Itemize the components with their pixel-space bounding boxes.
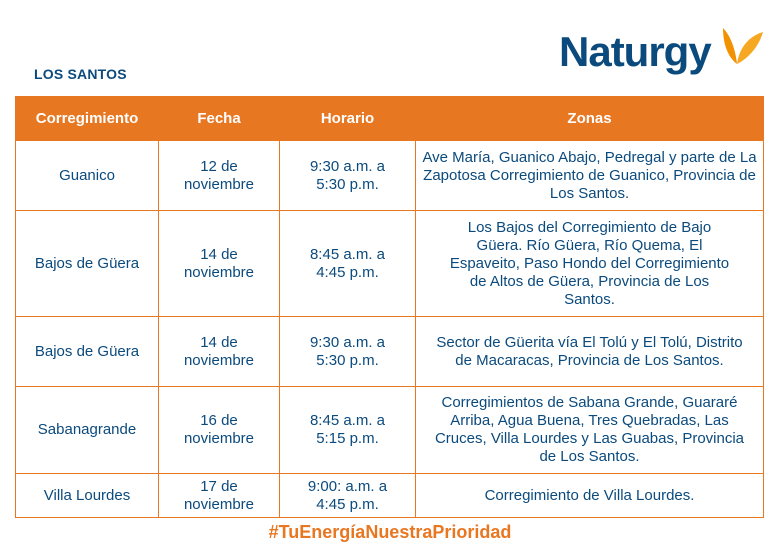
cell-corregimiento: Sabanagrande xyxy=(16,387,159,474)
cell-fecha: 12 de noviembre xyxy=(159,141,280,211)
table-row xyxy=(16,474,764,518)
cell-fecha: 14 de noviembre xyxy=(159,317,280,387)
cell-horario: 9:30 a.m. a 5:30 p.m. xyxy=(280,141,416,211)
cell-corregimiento: Bajos de Güera xyxy=(16,317,159,387)
cell-zonas: Sector de Güerita vía El Tolú y El Tolú, Distrito de Macaracas, Provincia de Los Santos. xyxy=(416,317,764,387)
header-fecha: Fecha xyxy=(159,97,280,141)
cell-horario: 8:45 a.m. a 5:15 p.m. xyxy=(280,387,416,474)
cell-corregimiento: Villa Lourdes xyxy=(16,474,159,518)
cell-fecha: 17 de noviembre xyxy=(159,474,280,518)
cell-fecha: 14 de noviembre xyxy=(159,211,280,317)
table-row xyxy=(16,317,764,387)
cell-horario: 9:30 a.m. a 5:30 p.m. xyxy=(280,317,416,387)
cell-fecha: 16 de noviembre xyxy=(159,387,280,474)
header-zonas: Zonas xyxy=(416,97,764,141)
header-corregimiento: Corregimiento xyxy=(16,97,159,141)
cell-corregimiento: Bajos de Güera xyxy=(16,211,159,317)
cell-zonas: Ave María, Guanico Abajo, Pedregal y parte de La Zapotosa Corregimiento de Guanico, Provincia de Los Santos. xyxy=(416,141,764,211)
cell-zonas: Los Bajos del Corregimiento de Bajo Güera. Río Güera, Río Quema, El Espaveito, Paso Hondo del Corregimiento de Altos de Güera, Provincia de Los Santos. xyxy=(416,211,764,317)
schedule-table xyxy=(15,96,764,518)
cell-horario: 8:45 a.m. a 4:45 p.m. xyxy=(280,211,416,317)
naturgy-logo xyxy=(559,24,769,82)
logo-text: Naturgy xyxy=(559,28,711,75)
table-header-row xyxy=(16,97,764,141)
cell-zonas: Corregimiento de Villa Lourdes. xyxy=(416,474,764,518)
cell-zonas: Corregimientos de Sabana Grande, Guararé Arriba, Agua Buena, Tres Quebradas, Las Cruces, Villa Lourdes y Las Guabas, Provincia de Los Santos. xyxy=(416,387,764,474)
hashtag: #TuEnergíaNuestraPrioridad xyxy=(268,522,512,542)
table-row xyxy=(16,387,764,474)
cell-horario: 9:00: a.m. a 4:45 p.m. xyxy=(280,474,416,518)
butterfly-logo-icon xyxy=(719,24,765,68)
table-row xyxy=(16,141,764,211)
header-horario: Horario xyxy=(280,97,416,141)
region-title: LOS SANTOS xyxy=(34,66,127,82)
cell-corregimiento: Guanico xyxy=(16,141,159,211)
table-row xyxy=(16,211,764,317)
